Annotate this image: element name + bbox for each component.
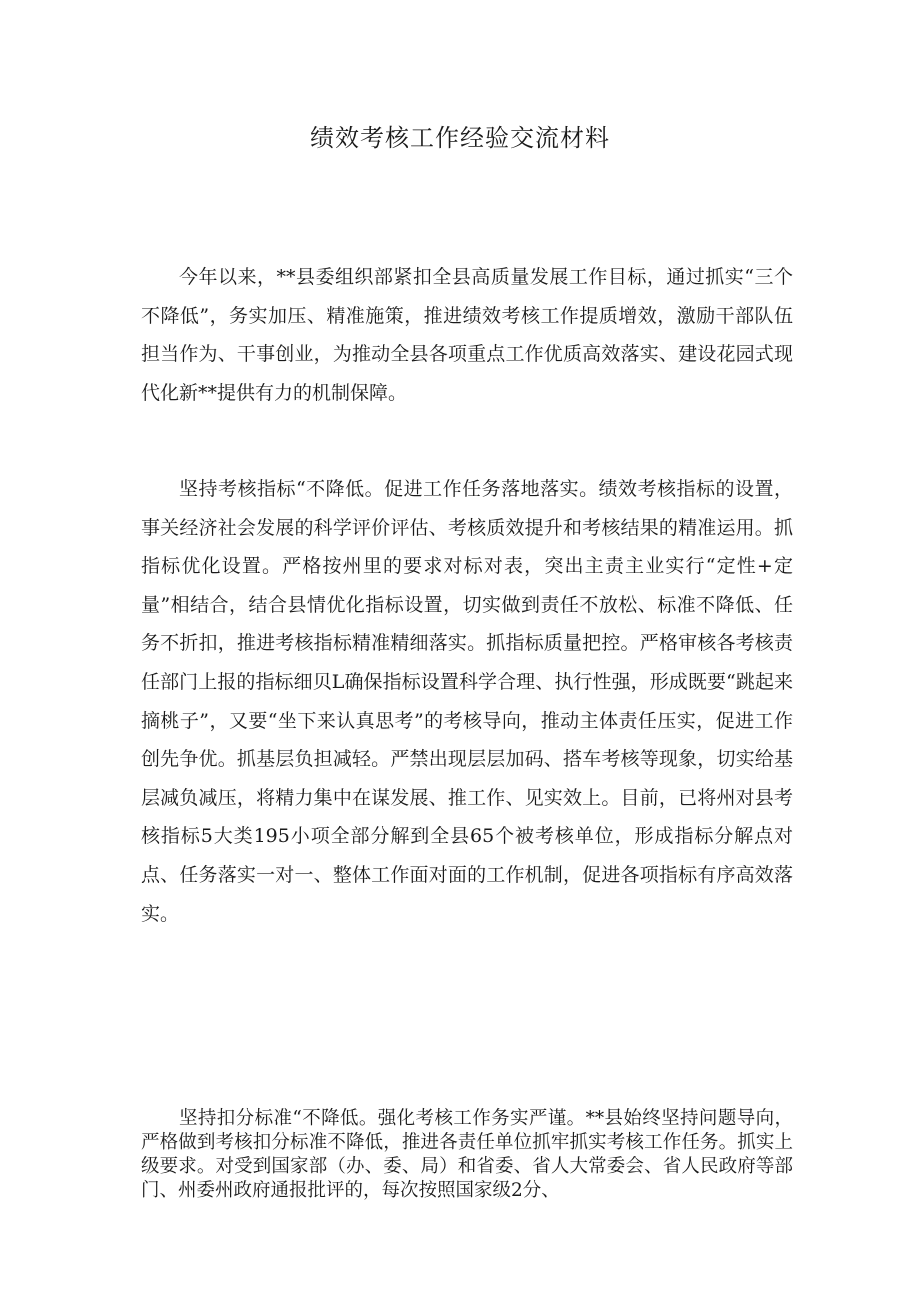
paragraph-intro: 今年以来，**县委组织部紧扣全县高质量发展工作目标，通过抓实“三个不降低”，务实加压、精准施策，推进绩效考核工作提质增效，激励干部队伍担当作为、干事创业，为推动全县各项重点工作优质高效落实、建设花园式现代化新**提供有力的机制保障。 (141, 266, 793, 404)
paragraph-assessment-indicators: 坚持考核指标“不降低。促进工作任务落地落实。绩效考核指标的设置，事关经济社会发展的科学评价评估、考核质效提升和考核结果的精准运用。抓指标优化设置。严格按州里的要求对标对表，突出主责主业实行“定性+定量”相结合，结合县情优化指标设置，切实做到责任不放松、标准不降低、任务不折扣，推进考核指标精准精细落实。抓指标质量把控。严格审核各考核责任部门上报的指标细贝L确保指标设置科学合理、执行性强，形成既要“跳起来摘桃子”，又要“坐下来认真思考”的考核导向，推动主体责任压实，促进工作创先争优。抓基层负担减轻。严禁出现层层加码、搭车考核等现象，切实给基层减负减压，将精力集中在谋发展、推工作、见实效上。目前，已将州对县考核指标5大类195小项全部分解到全县65个被考核单位，形成指标分解点对点、任务落实一对一、整体工作面对面的工作机制，促进各项指标有序高效落实。 (141, 478, 793, 925)
document-title: 绩效考核工作经验交流材料 (310, 124, 610, 152)
paragraph-deduction-standards: 坚持扣分标准“不降低。强化考核工作务实严谨。**县始终坚持问题导向，严格做到考核扣分标准不降低，推进各责任单位抓牢抓实考核工作任务。抓实上级要求。对受到国家部（办、委、局）和省委、省人大常委会、省人民政府等部门、州委州政府通报批评的，每次按照国家级2分、 (141, 1108, 793, 1201)
